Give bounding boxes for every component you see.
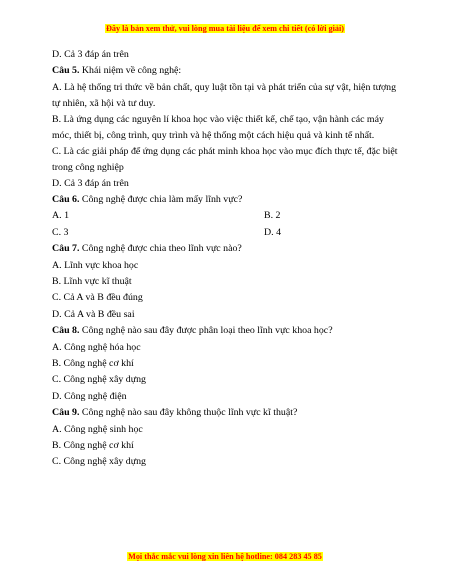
question-6-options-row-2 bbox=[52, 225, 398, 241]
question-6-label: Câu 6. bbox=[52, 194, 80, 206]
question-5-option-c: C. Là các giải pháp để ứng dụng các phát minh khoa học vào mục đích thực tế, đặc biệt trong công nghiệp bbox=[52, 146, 398, 173]
question-5-option-b: B. Là ứng dụng các nguyên lí khoa học vào việc thiết kế, chế tạo, vận hành các máy móc, thiết bị, công trình, quy trình và hệ thống một cách hiệu quả và kinh tế nhất. bbox=[52, 114, 384, 141]
question-9-option-a: A. Công nghệ sinh học bbox=[52, 423, 143, 435]
question-8-option-d: D. Công nghệ điện bbox=[52, 390, 127, 402]
question-9-label: Câu 9. bbox=[52, 407, 80, 419]
question-6-option-a: A. 1 bbox=[52, 210, 70, 222]
question-5-option-a: A. Là hệ thống tri thức về bản chất, quy luật tồn tại và phát triển của sự vật, hiện tượng tự nhiên, xã hội và tư duy. bbox=[52, 82, 397, 109]
preview-notice-text: Đây là bản xem thử, vui lòng mua tài liệu để xem chi tiết (có lời giải) bbox=[105, 24, 344, 33]
question-8-option-a: A. Công nghệ hóa học bbox=[52, 341, 141, 353]
previous-question-option-d: D. Cả 3 đáp án trên bbox=[52, 49, 129, 60]
question-8 bbox=[52, 323, 398, 339]
question-7-option-d: D. Cả A và B đều sai bbox=[52, 308, 135, 320]
question-6 bbox=[52, 192, 398, 208]
question-6-option-b: B. 2 bbox=[264, 210, 281, 222]
question-8-text: Công nghệ nào sau đây được phân loại theo lĩnh vực khoa học? bbox=[79, 325, 333, 337]
question-6-text: Công nghệ được chia làm mấy lĩnh vực? bbox=[79, 194, 243, 206]
question-5-label: Câu 5. bbox=[52, 65, 80, 77]
question-6-option-c: C. 3 bbox=[52, 226, 69, 238]
question-5-text: Khái niệm về công nghệ: bbox=[79, 65, 182, 77]
question-8-option-c: C. Công nghệ xây dựng bbox=[52, 374, 146, 386]
preview-notice-banner bbox=[0, 24, 450, 33]
question-9-option-c: C. Công nghệ xây dựng bbox=[52, 456, 146, 468]
question-7-option-c: C. Cả A và B đều đúng bbox=[52, 292, 143, 304]
question-9-option-b: B. Công nghệ cơ khí bbox=[52, 439, 134, 451]
question-8-label: Câu 8. bbox=[52, 325, 80, 337]
question-7-label: Câu 7. bbox=[52, 243, 80, 255]
question-7 bbox=[52, 241, 398, 257]
question-7-text: Công nghệ được chia theo lĩnh vực nào? bbox=[79, 243, 242, 255]
question-9-text: Công nghệ nào sau đây không thuộc lĩnh vực kĩ thuật? bbox=[79, 407, 298, 419]
question-9 bbox=[52, 405, 398, 421]
question-8-option-b: B. Công nghệ cơ khí bbox=[52, 357, 134, 369]
question-7-option-a: A. Lĩnh vực khoa học bbox=[52, 259, 139, 271]
question-7-option-b: B. Lĩnh vực kĩ thuật bbox=[52, 276, 132, 288]
document-body bbox=[52, 47, 398, 471]
hotline-text: Mọi thắc mắc vui lòng xin liên hệ hotline: 084 283 45 85 bbox=[128, 552, 322, 561]
hotline-banner bbox=[0, 552, 450, 561]
question-5 bbox=[52, 63, 398, 79]
question-6-options-row-1 bbox=[52, 208, 398, 224]
question-6-option-d: D. 4 bbox=[264, 226, 282, 238]
question-5-option-d: D. Cả 3 đáp án trên bbox=[52, 177, 129, 189]
